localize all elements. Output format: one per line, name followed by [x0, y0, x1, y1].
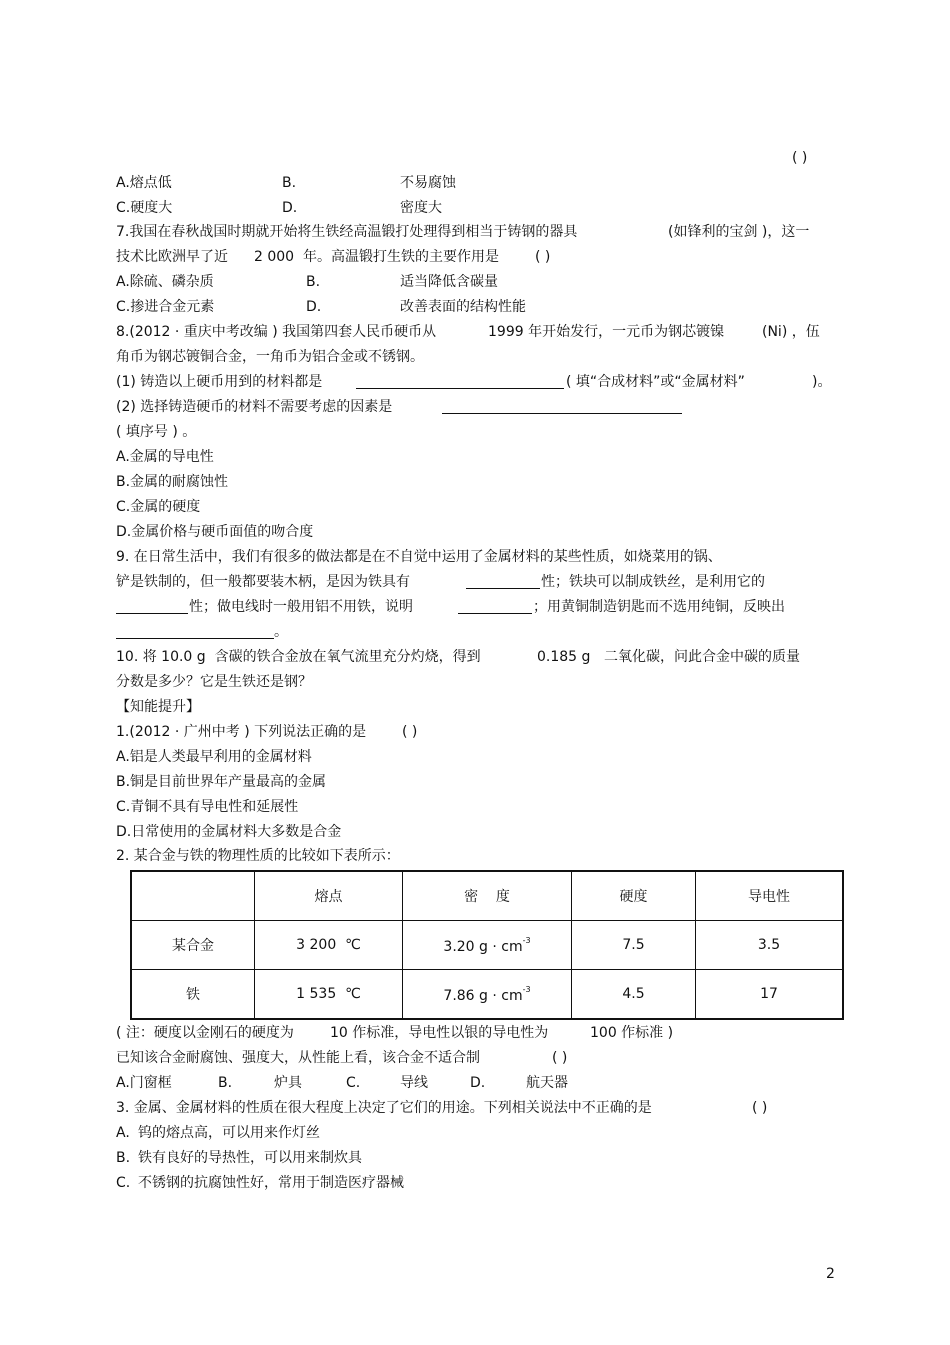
answer-bracket: ( ): [752, 1100, 768, 1116]
q7-option-c: C.掺进合金元素: [116, 299, 215, 315]
q8-part1-end: )。: [812, 374, 832, 390]
s3-option-c-label: C.: [116, 1175, 131, 1191]
density-value: 7.86 g · cm: [443, 987, 523, 1004]
table-cell: 4.5: [572, 970, 696, 1020]
section-title: 【知能提升】: [116, 699, 200, 715]
s2-option-d: 航天器: [526, 1075, 568, 1091]
q6-option-d: 密度大: [400, 200, 442, 216]
q6-option-d-label: D.: [282, 200, 298, 216]
s1-option-d: D.日常使用的金属材料大多数是合金: [116, 824, 342, 840]
s3-option-a: 钨的熔点高，可以用来作灯丝: [138, 1125, 320, 1141]
s1-option-c: C.青铜不具有导电性和延展性: [116, 799, 299, 815]
q8-text-mid: 1999 年开始发行，一元币为钢芯镀镍: [488, 324, 725, 340]
s2-note-tail: 100 作标准 ): [590, 1025, 674, 1041]
answer-blank[interactable]: [442, 399, 682, 414]
q8-text-2: 角币为钢芯镀铜合金，一角币为铝合金或不锈钢。: [116, 349, 424, 365]
s2-question: 已知该合金耐腐蚀、强度大，从性能上看，该合金不适合制: [116, 1050, 480, 1066]
s3-option-c: 不锈钢的抗腐蚀性好，常用于制造医疗器械: [138, 1175, 404, 1191]
q8-part1: (1) 铸造以上硬币用到的材料都是: [116, 374, 323, 390]
table-header-cell: 硬度: [572, 871, 696, 921]
s2-note: ( 注：硬度以金刚石的硬度为: [116, 1025, 294, 1041]
q10-text-mass: 0.185 g: [537, 649, 591, 665]
q10-text-tail: 二氧化碳，问此合金中碳的质量: [604, 649, 800, 665]
q9-text-4: 。: [274, 624, 288, 640]
q10-text-2: 分数是多少？它是生铁还是钢？: [116, 674, 312, 690]
s2-option-a: A.门窗框: [116, 1075, 172, 1091]
q7-text: 7.我国在春秋战国时期就开始将生铁经高温锻打处理得到相当于铸钢的器具: [116, 224, 578, 240]
q9-text-2a: 铲是铁制的，但一般都要装木柄，是因为铁具有: [116, 574, 410, 590]
s2-option-d-label: D.: [470, 1075, 486, 1091]
table-header-cell: [131, 871, 255, 921]
density-exponent: -3: [522, 935, 531, 945]
q8-option-b: B.金属的耐腐蚀性: [116, 474, 229, 490]
table-cell: [403, 921, 572, 970]
q9-text-3b: ；用黄铜制造钥匙而不选用纯铜，反映出: [533, 599, 785, 615]
density-exponent: -3: [522, 984, 531, 994]
table-cell: 3.5: [696, 921, 844, 970]
table-cell: 1 535 ℃: [255, 970, 403, 1020]
s2-text: 2. 某合金与铁的物理性质的比较如下表所示：: [116, 848, 400, 864]
q8-option-d: D.金属价格与硬币面值的吻合度: [116, 524, 314, 540]
answer-blank[interactable]: [356, 374, 564, 389]
s1-option-a: A.铝是人类最早利用的金属材料: [116, 749, 312, 765]
answer-bracket: ( ): [402, 724, 418, 740]
s1-option-b: B.铜是目前世界年产量最高的金属: [116, 774, 327, 790]
q7-option-b-label: B.: [306, 274, 321, 290]
density-value: 3.20 g · cm: [443, 938, 523, 955]
q6-option-c: C.硬度大: [116, 200, 173, 216]
s3-option-a-label: A.: [116, 1125, 130, 1141]
q7-option-a: A.除硫、磷杂质: [116, 274, 214, 290]
table-row: [131, 970, 843, 1020]
q10-text: 10. 将 10.0 g 含碳的铁合金放在氧气流里充分灼烧，得到: [116, 649, 481, 665]
q7-text-2a: 技术比欧洲早了近: [116, 249, 228, 265]
answer-blank[interactable]: [116, 599, 188, 614]
q7-text-tail: (如锋利的宝剑 )，这一: [668, 224, 810, 240]
q8-option-a: A.金属的导电性: [116, 449, 214, 465]
table-header-row: [131, 871, 843, 921]
q9-text-3a: 性；做电线时一般用铝不用铁，说明: [189, 599, 413, 615]
q8-option-c: C.金属的硬度: [116, 499, 201, 515]
q6-option-b: 不易腐蚀: [400, 175, 456, 191]
page-number: 2: [826, 1266, 835, 1282]
s2-option-b-label: B.: [218, 1075, 233, 1091]
answer-bracket: ( ): [535, 249, 551, 265]
answer-blank[interactable]: [466, 574, 540, 589]
table-header-cell: 导电性: [696, 871, 844, 921]
q8-part2-hint: ( 填序号 ) 。: [116, 424, 197, 440]
answer-bracket: ( ): [792, 150, 808, 166]
q7-text-2b: 2 000 年。高温锻打生铁的主要作用是: [254, 249, 499, 265]
table-cell: [403, 970, 572, 1020]
q9-text: 9. 在日常生活中，我们有很多的做法都是在不自觉中运用了金属材料的某些性质，如烧菜用的锅、: [116, 549, 722, 565]
s1-text: 1.(2012 · 广州中考 ) 下列说法正确的是: [116, 724, 367, 740]
s3-option-b-label: B.: [116, 1150, 131, 1166]
q6-option-b-label: B.: [282, 175, 297, 191]
q7-option-d-label: D.: [306, 299, 322, 315]
s3-option-b: 铁有良好的导热性，可以用来制炊具: [138, 1150, 362, 1166]
table-cell: 某合金: [131, 921, 255, 970]
table-cell: 17: [696, 970, 844, 1020]
q7-option-d: 改善表面的结构性能: [400, 299, 526, 315]
s2-option-b: 炉具: [274, 1075, 302, 1091]
table-header-cell: 熔点: [255, 871, 403, 921]
table-header-cell: 密 度: [403, 871, 572, 921]
answer-blank[interactable]: [116, 624, 274, 639]
s2-option-c-label: C.: [346, 1075, 361, 1091]
table-cell: 铁: [131, 970, 255, 1020]
table-row: [131, 921, 843, 970]
q7-option-b: 适当降低含碳量: [400, 274, 498, 290]
q8-part1-hint: ( 填“合成材料”或“金属材料”: [566, 374, 745, 390]
s2-option-c: 导线: [400, 1075, 428, 1091]
q8-part2: (2) 选择铸造硬币的材料不需要考虑的因素是: [116, 399, 393, 415]
q9-text-2b: 性；铁块可以制成铁丝，是利用它的: [541, 574, 765, 590]
answer-blank[interactable]: [458, 599, 532, 614]
s2-note-mid: 10 作标准，导电性以银的导电性为: [330, 1025, 549, 1041]
answer-bracket: ( ): [552, 1050, 568, 1066]
table-cell: 7.5: [572, 921, 696, 970]
q6-option-a: A.熔点低: [116, 175, 172, 191]
q8-text: 8.(2012 · 重庆中考改编 ) 我国第四套人民币硬币从: [116, 324, 437, 340]
s3-text: 3. 金属、金属材料的性质在很大程度上决定了它们的用途。下列相关说法中不正确的是: [116, 1100, 652, 1116]
property-table: [130, 870, 844, 1020]
table-cell: 3 200 ℃: [255, 921, 403, 970]
q8-text-tail: (Ni) ，伍: [762, 324, 820, 340]
